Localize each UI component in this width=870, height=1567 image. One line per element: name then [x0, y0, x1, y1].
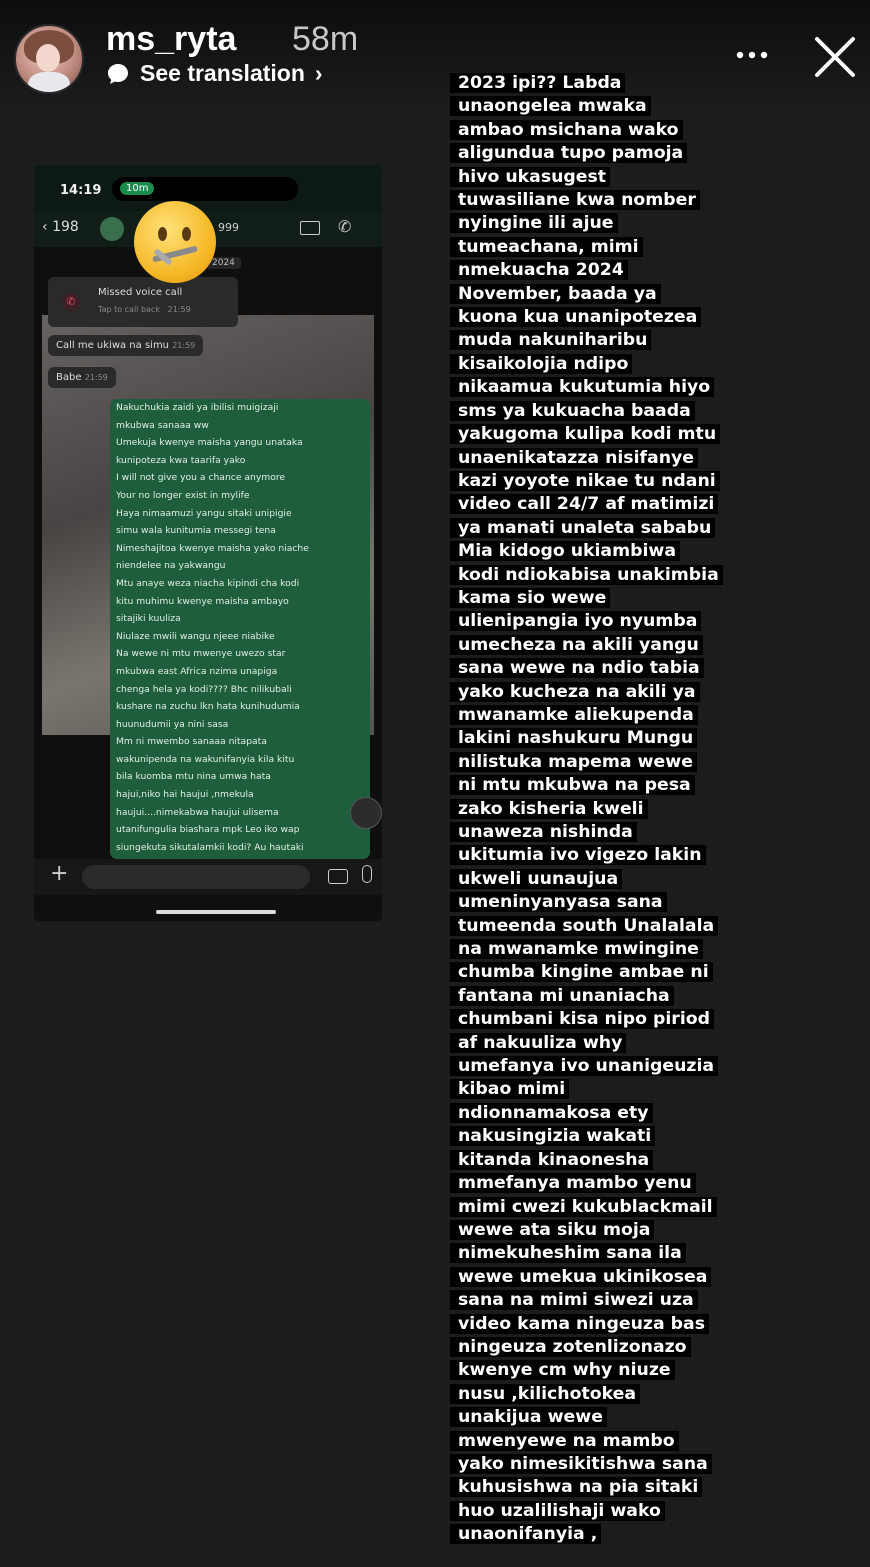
message-line: wakunipenda na wakunifanyia kila kitu [116, 753, 295, 765]
caption-line [450, 704, 720, 727]
caption-line [450, 751, 720, 774]
message-line: Nimeshajitoa kwenye maisha yako niache [116, 542, 309, 554]
caption-line [450, 1125, 720, 1148]
missed-call-icon: ✆ [62, 293, 80, 311]
microphone-icon [362, 865, 372, 883]
message-line: kunipoteza kwa taarifa yako [116, 454, 246, 466]
caption-line-text: kitanda kinaonesha [450, 1150, 653, 1170]
plus-icon: + [50, 861, 69, 886]
caption-line-text: huo uzalilishaji wako [450, 1501, 665, 1521]
caption-line [450, 821, 720, 844]
caption-line [450, 166, 720, 189]
caption-line-text: tumeachana, mimi [450, 237, 643, 257]
caption-line-text: unakijua wewe [450, 1407, 607, 1427]
caption-line [450, 142, 720, 165]
message-line: Nakuchukia zaidi ya ibilisi muigizaji [116, 402, 279, 413]
caption-line-text: ya manati unaleta sababu [450, 518, 715, 538]
caption-line-text: unaonifanyia , [450, 1524, 601, 1544]
caption-line-text: unaongelea mwaka [450, 96, 651, 116]
caption-line-text: kibao mimi [450, 1079, 569, 1099]
message-line: huunudumii ya nini sasa [116, 718, 229, 730]
caption-line-text: aligundua tupo pamoja [450, 143, 687, 163]
caption-line-text: nilistuka mapema wewe [450, 752, 697, 772]
caption-line-text: lakini nashukuru Mungu [450, 728, 697, 748]
caption-line [450, 774, 720, 797]
caption-line-text: kodi ndiokabisa unakimbia [450, 565, 723, 585]
caption-line [450, 610, 720, 633]
caption-line [450, 1172, 720, 1195]
caption-line [450, 189, 720, 212]
avatar-clothing [28, 72, 70, 94]
caption-line-text: muda nakuniharibu [450, 330, 651, 350]
caption-line [450, 447, 720, 470]
message-line: Mm ni mwembo sanaaa nitapata [116, 736, 267, 748]
camera-icon [328, 869, 348, 884]
caption-line [450, 1523, 720, 1546]
caption-line [450, 493, 720, 516]
caption-line [450, 915, 720, 938]
message-line: simu wala kunitumia messegi tena [116, 525, 276, 537]
message-input-bar [34, 859, 382, 895]
contact-avatar [100, 217, 124, 241]
caption-line-text: ningeuza zotenlizonazo [450, 1337, 691, 1357]
message-line: haujui....nimekabwa haujui ulisema [116, 806, 279, 818]
outgoing-message [110, 399, 370, 859]
message-line: Niulaze mwili wangu njeee niabike [116, 630, 275, 642]
message-line: mkubwa east Africa nzima unapiga [116, 665, 278, 677]
missed-call-title: Missed voice call [98, 287, 183, 298]
caption-line-text: ndionnamakosa ety [450, 1103, 653, 1123]
caption-line-text: mwenyewe na mambo [450, 1431, 679, 1451]
message-line: bila kuomba mtu nina umwa hata [116, 771, 271, 783]
close-icon[interactable] [812, 34, 858, 80]
caption-line-text: sms ya kukuacha baada [450, 401, 695, 421]
caption-line-text: unaweza nishinda [450, 822, 637, 842]
caption-line-text: ni mtu mkubwa na pesa [450, 775, 695, 795]
incoming-message: Call me ukiwa na simu 21:59 [48, 335, 203, 356]
more-options-icon[interactable] [734, 40, 774, 70]
caption-line-text: ukitumia ivo vigezo lakin [450, 845, 706, 865]
message-line: utanifungulia biashara mpk Leo iko wap [116, 824, 300, 836]
caption-line [450, 938, 720, 961]
caption-line-text: kazi yoyote nikae tu ndani [450, 471, 720, 491]
caption-line [450, 283, 720, 306]
caption-line [450, 985, 720, 1008]
caption-line [450, 798, 720, 821]
phone-icon: ✆ [338, 217, 352, 236]
caption-line [450, 1430, 720, 1453]
caption-line [450, 400, 720, 423]
message-line: sitajiki kuuliza [116, 613, 181, 625]
see-translation-label: See translation [140, 60, 305, 86]
caption-line-text: zako kisheria kweli [450, 799, 648, 819]
caption-line-text: chumba kingine ambae ni [450, 962, 713, 982]
message-line: Umekuja kwenye maisha yangu unataka [116, 437, 303, 449]
caption-line [450, 517, 720, 540]
caption-line [450, 681, 720, 704]
caption-line [450, 868, 720, 891]
message-line: Your no longer exist in mylife [116, 489, 250, 501]
incoming-message: Babe 21:59 [48, 367, 116, 388]
message-line: niendelee na yakwangu [116, 560, 226, 572]
profile-avatar[interactable] [14, 24, 84, 94]
story-caption [450, 72, 720, 1547]
missed-call-subtitle: Tap to call back 21:59 [98, 305, 191, 314]
caption-line-text: hivo ukasugest [450, 167, 610, 187]
caption-line-text: mimi cwezi kukublackmail [450, 1197, 717, 1217]
message-line: chenga hela ya kodi???? Bhc nilikubali [116, 683, 292, 695]
caption-line [450, 1289, 720, 1312]
caption-line-text: af nakuuliza why [450, 1033, 626, 1053]
caption-line [450, 470, 720, 493]
caption-line [450, 891, 720, 914]
caption-line [450, 212, 720, 235]
caption-line-text: na mwanamke mwingine [450, 939, 703, 959]
caption-line [450, 1453, 720, 1476]
caption-line-text: 2023 ipi?? Labda [450, 73, 625, 93]
caption-line [450, 423, 720, 446]
chat-screenshot [34, 165, 382, 921]
message-line: Na wewe ni mtu mwenye uwezo star [116, 648, 286, 660]
caption-line-text: Mia kidogo ukiambiwa [450, 541, 680, 561]
caption-line [450, 1078, 720, 1101]
message-field [82, 865, 310, 889]
caption-line [450, 844, 720, 867]
caption-line-text: mwanamke aliekupenda [450, 705, 698, 725]
caption-line [450, 353, 720, 376]
caption-line [450, 961, 720, 984]
caption-line-text: umecheza na akili yangu [450, 635, 703, 655]
caption-line [450, 1266, 720, 1289]
caption-line [450, 1196, 720, 1219]
chevron-right-icon: › [314, 60, 323, 86]
caption-line [450, 236, 720, 259]
caption-line-text: nimekuheshim sana ila [450, 1243, 686, 1263]
caption-line-text: wewe ata siku moja [450, 1220, 654, 1240]
back-count: 198 [52, 219, 79, 235]
caption-line [450, 1383, 720, 1406]
caption-line-text: tumeenda south Unalalala [450, 916, 718, 936]
caption-line [450, 1102, 720, 1125]
caption-line [450, 1359, 720, 1382]
caption-line [450, 634, 720, 657]
message-line: kushare na zuchu lkn hata kunihudumia [116, 701, 300, 713]
caption-line [450, 1336, 720, 1359]
caption-line-text: wewe umekua ukinikosea [450, 1267, 711, 1287]
status-time: 14:19 [60, 183, 102, 198]
caption-line [450, 259, 720, 282]
see-translation-button[interactable] [106, 60, 323, 87]
caption-line-text: tuwasiliane kwa nomber [450, 190, 700, 210]
caption-line-text: fantana mi unaniacha [450, 986, 674, 1006]
caption-line [450, 1008, 720, 1031]
zipper-mouth-emoji [134, 201, 216, 283]
message-line: mkubwa sanaaa ww [116, 419, 209, 431]
caption-line-text: chumbani kisa nipo piriod [450, 1009, 714, 1029]
video-call-icon [300, 221, 320, 235]
username[interactable]: ms_ryta [106, 20, 237, 58]
caption-line [450, 329, 720, 352]
caption-line-text: video kama ningeuza bas [450, 1314, 709, 1334]
caption-line [450, 1149, 720, 1172]
caption-line-text: unaenikatazza nisifanye [450, 448, 698, 468]
date-chip: 2024 [206, 257, 241, 269]
message-line: kitu muhimu kwenye maisha ambayo [116, 595, 289, 607]
caption-line [450, 95, 720, 118]
caption-line [450, 1242, 720, 1265]
caption-line-text: nakusingizia wakati [450, 1126, 655, 1146]
post-time: 58m [292, 20, 359, 58]
contact-name: 999 [218, 221, 239, 234]
caption-line [450, 119, 720, 142]
avatar-face [36, 44, 60, 72]
caption-line-text: mmefanya mambo yenu [450, 1173, 696, 1193]
caption-line-text: yako kucheza na akili ya [450, 682, 700, 702]
caption-line-text: ambao msichana wako [450, 120, 683, 140]
missed-call-bubble [48, 277, 238, 327]
message-line: hajui,niko hai haujui ,nmekula [116, 789, 254, 801]
caption-line [450, 1055, 720, 1078]
caption-line-text: video call 24/7 af matimizi [450, 494, 718, 514]
caption-line-text: ulienipangia iyo nyumba [450, 611, 701, 631]
caption-line [450, 587, 720, 610]
caption-line-text: kama sio wewe [450, 588, 610, 608]
caption-line-text: kisaikolojia ndipo [450, 354, 632, 374]
caption-line [450, 1406, 720, 1429]
caption-line-text: kuona kua unanipotezea [450, 307, 701, 327]
caption-line [450, 1500, 720, 1523]
caption-line-text: nusu ,kilichotokea [450, 1384, 640, 1404]
caption-line-text: umefanya ivo unanigeuzia [450, 1056, 718, 1076]
caption-line-text: sana na mimi siwezi uza [450, 1290, 698, 1310]
speech-bubble-icon [106, 62, 130, 86]
caption-line [450, 306, 720, 329]
caption-line [450, 376, 720, 399]
caption-line-text: ukweli uunaujua [450, 869, 622, 889]
caption-line [450, 1219, 720, 1242]
caption-line-text: kwenye cm why niuze [450, 1360, 675, 1380]
scroll-down-icon [350, 797, 382, 829]
status-bar [34, 165, 382, 211]
caption-line-text: kuhusishwa na pia sitaki [450, 1477, 702, 1497]
dynamic-island [112, 177, 298, 201]
caption-line [450, 727, 720, 750]
caption-line-text: nyingine ili ajue [450, 213, 618, 233]
caption-line [450, 1313, 720, 1336]
caption-line-text: sana wewe na ndio tabia [450, 658, 704, 678]
message-line: siungekuta sikutalamkii kodi? Au hautaki [116, 841, 304, 853]
caption-line [450, 1476, 720, 1499]
caption-line [450, 657, 720, 680]
caption-line [450, 540, 720, 563]
caption-line-text: yako nimesikitishwa sana [450, 1454, 712, 1474]
message-line: Mtu anaye weza niacha kipindi cha kodi [116, 577, 300, 589]
message-line: Haya nimaamuzi yangu sitaki unipigie [116, 507, 292, 519]
message-line: I will not give you a chance anymore [116, 472, 286, 484]
caption-line [450, 72, 720, 95]
caption-line-text: nmekuacha 2024 [450, 260, 628, 280]
caption-line-text: November, baada ya [450, 284, 661, 304]
caption-line-text: yakugoma kulipa kodi mtu [450, 424, 720, 444]
call-duration-chip: 10m [120, 182, 154, 195]
caption-line-text: umeninyanyasa sana [450, 892, 667, 912]
caption-line [450, 564, 720, 587]
back-button: ‹ 198 [42, 219, 79, 235]
home-indicator [156, 910, 276, 914]
caption-line [450, 1032, 720, 1055]
caption-line-text: nikaamua kukutumia hiyo [450, 377, 714, 397]
